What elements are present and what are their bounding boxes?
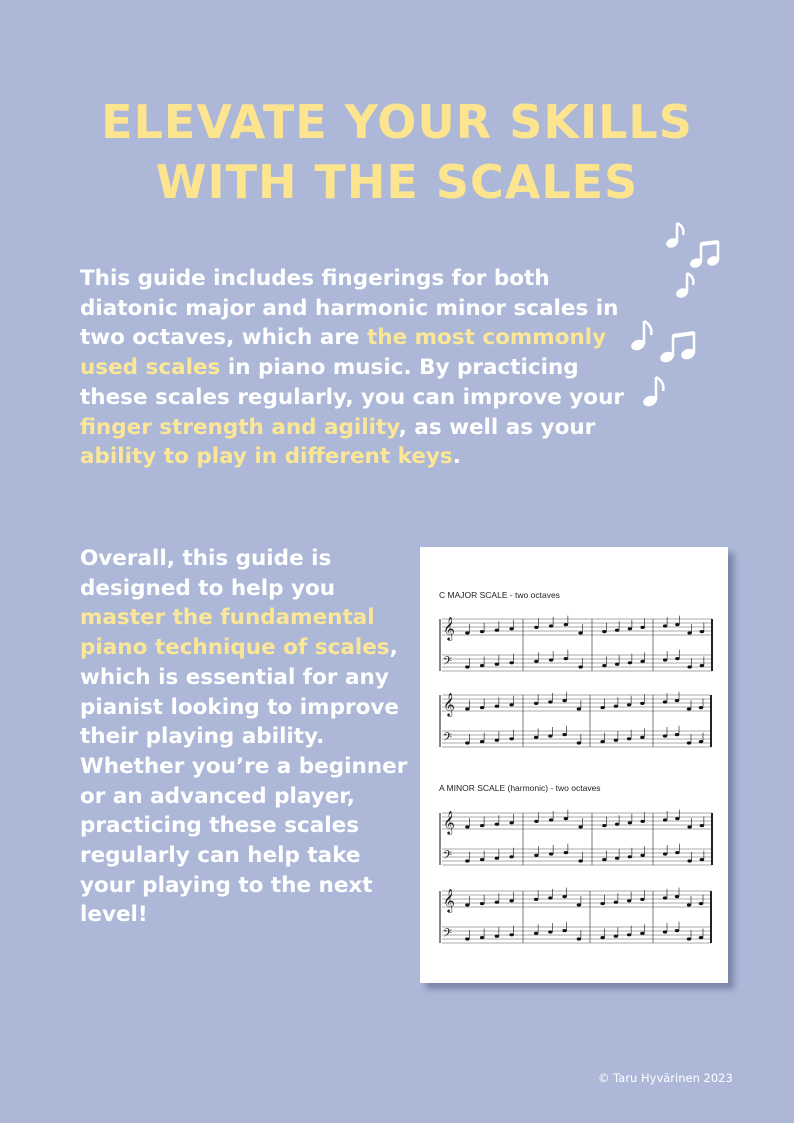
note-head [614,705,618,708]
treble-clef-icon: 𝄞 [443,810,455,834]
note-head [509,933,513,936]
note-head [495,705,499,708]
eighth-note-icon [665,223,684,249]
note-head [577,707,581,710]
note-head [480,630,484,633]
note-head [687,631,691,634]
note-head [602,858,606,861]
note-head [549,818,553,821]
note-head [663,818,667,821]
note-head [675,657,679,660]
note-head [564,817,568,820]
note-head [600,740,604,743]
bass-clef-icon: 𝄢 [443,849,453,865]
note-head [700,858,704,861]
note-head [700,664,704,667]
copyright-text: © Taru Hyvärinen 2023 [598,1071,733,1085]
note-head [534,898,538,901]
note-head [480,902,484,905]
note-head [615,857,619,860]
note-head [663,734,667,737]
treble-clef-icon: 𝄞 [443,616,455,640]
note-head [614,739,618,742]
note-head [687,825,691,828]
eighth-note-icon [642,377,664,408]
note-head [687,859,691,862]
note-head [675,895,679,898]
note-head [699,706,703,709]
note-head [602,664,606,667]
note-head [534,820,538,823]
note-head [548,700,552,703]
intro-highlight-scales: the most commonly used scales [80,325,607,381]
sheet-music-preview [420,547,728,983]
overview-paragraph [80,544,410,930]
note-head [615,823,619,826]
note-head [640,820,644,823]
note-head [578,825,582,828]
note-head [465,825,469,828]
note-head [687,707,691,710]
note-head [614,935,618,938]
note-head [578,665,582,668]
note-head [628,661,632,664]
intro-paragraph [80,264,640,472]
note-head [495,629,499,632]
note-head [578,859,582,862]
note-head [465,665,469,668]
sheet-music-staves [420,547,728,983]
note-head [675,699,679,702]
note-head [465,741,469,744]
note-head [534,626,538,629]
note-head [687,903,691,906]
note-head [549,624,553,627]
note-head [663,930,667,933]
note-head [627,933,631,936]
note-head [480,824,484,827]
note-head [548,734,552,737]
intro-text-3: , as well as your [398,414,596,440]
overview-text-1: Overall, this guide is designed to help you [80,546,336,601]
note-head [627,899,631,902]
note-head [534,854,538,857]
note-head [687,741,691,744]
note-head [675,733,679,736]
note-head [480,740,484,743]
note-head [640,736,644,739]
note-head [687,937,691,940]
note-head [509,627,513,630]
note-head [600,902,604,905]
note-head [577,937,581,940]
note-head [640,702,644,705]
note-head [663,852,667,855]
intro-text-2: in piano music. By practicing these scales regularly, you can improve your [80,355,624,410]
note-head [495,823,499,826]
note-head [534,932,538,935]
bass-clef-icon: 𝄢 [443,655,453,671]
title-line-2: WITH THE SCALES [155,155,639,209]
note-head [640,932,644,935]
note-head [687,665,691,668]
note-head [615,663,619,666]
note-head [700,824,704,827]
note-head [564,657,568,660]
note-head [465,937,469,940]
note-head [509,899,513,902]
note-head [495,935,499,938]
intro-text-1: This guide includes fingerings for both diatonic major and harmonic minor scales in two octaves, which are [80,266,619,351]
note-head [564,623,568,626]
note-head [495,901,499,904]
note-head [509,821,513,824]
note-head [627,737,631,740]
note-head [675,817,679,820]
note-head [577,903,581,906]
eighth-note-icon [675,273,694,299]
note-head [699,740,703,743]
note-head [465,903,469,906]
note-head [534,736,538,739]
note-head [495,857,499,860]
note-head [562,895,566,898]
note-head [465,631,469,634]
overview-text-2: , which is essential for any pianist looking to improve their playing ability. Whether you’re a beginner or an advanced player, practicing these scales regularly can help take your playing to the next level! [80,635,408,928]
note-head [615,629,619,632]
note-head [628,627,632,630]
note-head [700,630,704,633]
note-head [534,660,538,663]
note-head [663,896,667,899]
note-head [602,824,606,827]
note-head [675,623,679,626]
note-head [614,901,618,904]
intro-highlight-keys: ability to play in different keys [80,444,453,470]
note-head [640,660,644,663]
note-head [628,821,632,824]
note-head [578,631,582,634]
note-head [495,739,499,742]
note-head [480,664,484,667]
note-head [640,626,644,629]
note-head [562,733,566,736]
note-head [640,898,644,901]
note-head [465,707,469,710]
note-head [562,929,566,932]
beamed-notes-icon [689,241,720,269]
note-head [534,702,538,705]
note-head [675,851,679,854]
note-head [602,630,606,633]
note-head [549,852,553,855]
note-head [480,706,484,709]
title-line-1: ELEVATE YOUR SKILLS [101,95,693,149]
beamed-notes-icon [659,332,697,364]
note-head [480,858,484,861]
note-head [640,854,644,857]
note-head [509,703,513,706]
note-head [562,699,566,702]
page-title [0,92,794,212]
note-head [699,936,703,939]
note-head [465,859,469,862]
sheet-heading-c-major: C MAJOR SCALE - two octaves [439,590,560,600]
note-head [628,855,632,858]
note-head [480,936,484,939]
note-head [627,703,631,706]
note-head [549,658,553,661]
overview-highlight: master the fundamental piano technique of scales [80,605,390,661]
intro-text-4: . [452,444,461,470]
note-head [600,936,604,939]
note-head [509,855,513,858]
note-head [577,741,581,744]
note-head [509,737,513,740]
note-head [564,851,568,854]
note-head [600,706,604,709]
note-head [675,929,679,932]
note-head [548,896,552,899]
intro-highlight-strength: finger strength and agility [80,414,399,440]
sheet-heading-a-minor: A MINOR SCALE (harmonic) - two octaves [439,783,601,793]
note-head [699,902,703,905]
note-head [509,661,513,664]
note-head [663,624,667,627]
treble-clef-icon: 𝄞 [443,888,455,912]
note-head [548,930,552,933]
note-head [663,658,667,661]
bass-clef-icon: 𝄢 [443,927,453,943]
note-head [495,663,499,666]
note-head [663,700,667,703]
bass-clef-icon: 𝄢 [443,731,453,747]
treble-clef-icon: 𝄞 [443,692,455,716]
